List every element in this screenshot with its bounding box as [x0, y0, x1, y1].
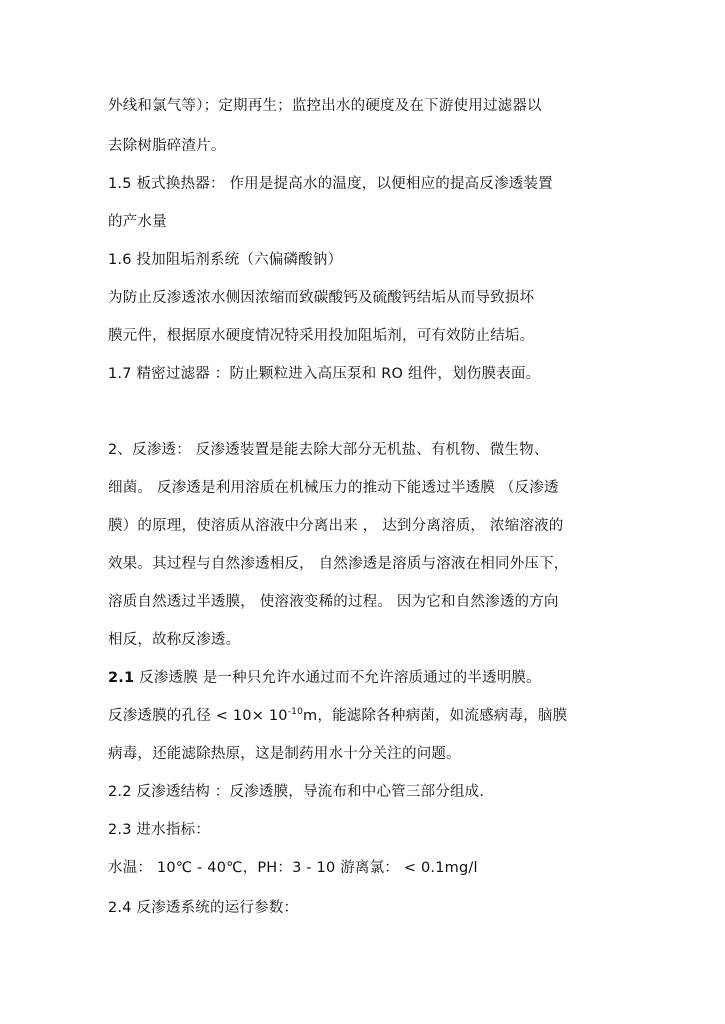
text-line: 膜）的原理，使溶质从溶液中分离出来 ， 达到分离溶质， 浓缩溶液的 — [108, 518, 564, 534]
section-text: 反渗透膜 是一种只允许水通过而不允许溶质通过的半透明膜。 — [134, 670, 541, 686]
section-heading-2-2: 2.2 反渗透结构 ：反渗透膜，导流布和中心管三部分组成． — [108, 784, 495, 800]
section-heading-1-5: 1.5 板式换热器： 作用是提高水的温度，以便相应的提高反渗透装置 — [108, 176, 553, 192]
text-line: 为防止反渗透浓水侧因浓缩而致碳酸钙及硫酸钙结垢从而导致损坏 — [108, 290, 535, 306]
pore-size-prefix: 反渗透膜的孔径 < 10× 10 — [108, 708, 288, 724]
section-heading-2: 2、反渗透： 反渗透装置是能去除大部分无机盐、有机物、微生物、 — [108, 442, 549, 458]
section-heading-2-3: 2.3 进水指标： — [108, 822, 210, 838]
text-line: 溶质自然透过半透膜， 使溶液变稀的过程。 因为它和自然渗透的方向 — [108, 594, 559, 610]
section-number: 2.1 — [108, 670, 135, 686]
text-line: 效果。其过程与自然渗透相反， 自然渗透是溶质与溶液在相同外压下， — [108, 556, 569, 572]
section-heading-2-1 — [108, 668, 541, 688]
text-line-pore-size — [108, 706, 567, 726]
text-line: 细菌。 反渗透是利用溶质在机械压力的推动下能透过半透膜 （反渗透 — [108, 480, 559, 496]
text-line: 相反，故称反渗透。 — [108, 632, 241, 648]
text-line: 膜元件，根据原水硬度情况特采用投加阻垢剂，可有效防止结垢。 — [108, 328, 535, 344]
text-line: 去除树脂碎渣片。 — [108, 138, 226, 154]
section-heading-1-7: 1.7 精密过滤器 ：防止颗粒进入高压泵和 RO 组件，划伤膜表面。 — [108, 366, 541, 382]
exponent: -10 — [287, 707, 304, 717]
text-line: 的产水量 — [108, 214, 167, 230]
text-line: 外线和氯气等）；定期再生；监控出水的硬度及在下游使用过滤器以 — [108, 98, 542, 114]
section-heading-1-6: 1.6 投加阻垢剂系统（六偏磷酸钠） — [108, 252, 343, 268]
pore-size-suffix: m，能滤除各种病菌，如流感病毒，脑膜 — [303, 708, 568, 724]
inlet-water-specs: 水温： 10℃ - 40℃，PH：3 - 10 游离氯： < 0.1mg/l — [108, 860, 478, 876]
section-heading-2-4: 2.4 反渗透系统的运行参数： — [108, 900, 299, 916]
text-line: 病毒，还能滤除热原，这是制药用水十分关注的问题。 — [108, 746, 461, 762]
